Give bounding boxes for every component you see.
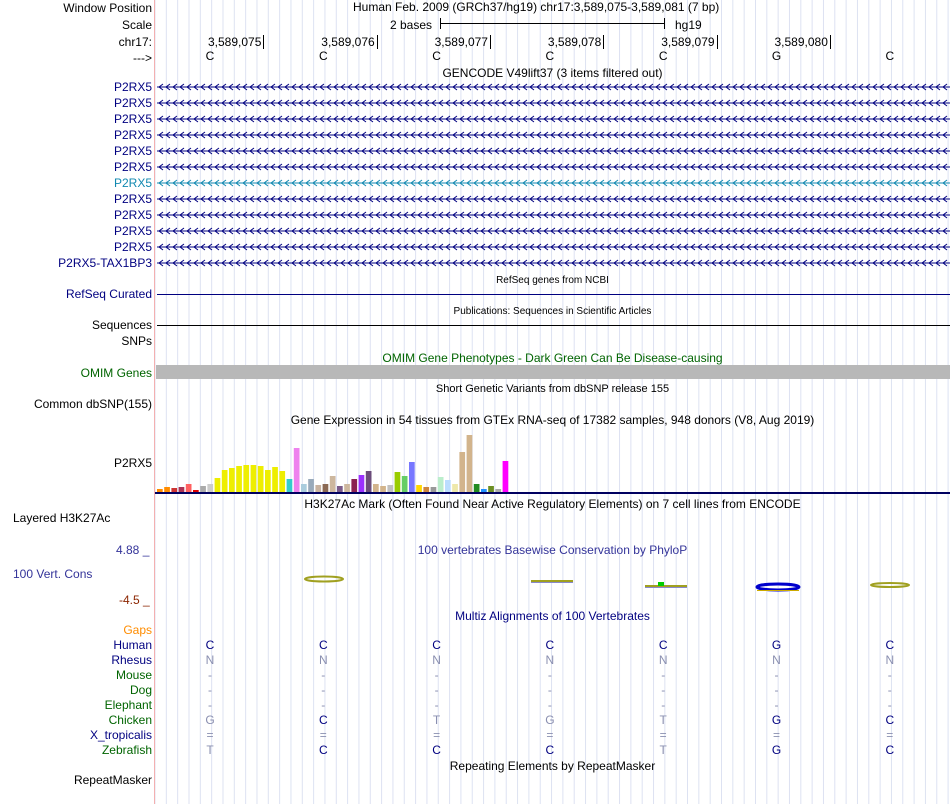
h3k27ac-label[interactable]: Layered H3K27Ac [13, 511, 111, 525]
gtex-tissue-bar [330, 476, 336, 492]
publications-line[interactable] [157, 325, 950, 326]
gtex-tissue-bar [344, 484, 350, 492]
aligned-base: N [205, 653, 215, 667]
omim-phenotype-bar[interactable] [156, 365, 950, 379]
gtex-tissue-bar [301, 484, 307, 492]
species-label[interactable]: Chicken [108, 713, 152, 727]
gtex-tissue-bar [179, 487, 185, 492]
gtex-tissue-bar [445, 480, 451, 492]
aligned-base: = [659, 728, 667, 742]
gene-model-line[interactable] [155, 241, 950, 253]
scale-bar-right-tick [664, 18, 665, 29]
gtex-tissue-bar [207, 484, 213, 492]
gtex-tissue-bar [200, 486, 206, 492]
aligned-base: - [208, 698, 212, 712]
gtex-tissue-bar [481, 489, 487, 492]
gaps-label[interactable]: Gaps [123, 623, 152, 637]
aligned-base: C [318, 638, 328, 652]
scale-label: Scale [121, 18, 152, 32]
aligned-base: T [659, 743, 667, 757]
reference-base: C [318, 49, 328, 63]
gtex-tissue-bar [387, 485, 393, 492]
aligned-base: - [547, 698, 552, 712]
gene-model-line[interactable] [155, 225, 950, 237]
species-label[interactable]: Human [113, 638, 152, 652]
gtex-tissue-bar [474, 484, 480, 492]
phylop-max-label: 4.88 _ [116, 543, 150, 557]
gtex-tissue-bar [193, 490, 199, 492]
aligned-base: - [547, 683, 552, 697]
aligned-base: = [319, 728, 327, 742]
reference-base: C [205, 49, 215, 63]
phylop-logo-glyphs [155, 570, 950, 596]
gene-label[interactable]: P2RX5 [113, 176, 152, 190]
aligned-base: - [321, 683, 326, 697]
h3k27ac-track-title[interactable]: H3K27Ac Mark (Often Found Near Active Regulatory Elements) on 7 cell lines from ENCODE [304, 497, 801, 511]
gtex-tissue-bar [279, 471, 285, 492]
gene-label[interactable]: P2RX5 [113, 192, 152, 206]
gtex-tissue-bar [308, 479, 314, 492]
aligned-base: N [772, 653, 781, 667]
dbsnp-label[interactable]: Common dbSNP(155) [33, 397, 152, 411]
gene-model-line[interactable] [155, 161, 950, 173]
gtex-tissue-bar [416, 485, 422, 492]
aligned-base: C [885, 743, 895, 757]
aligned-base: = [772, 728, 780, 742]
gene-model-line[interactable] [155, 145, 950, 157]
gtex-tissue-bar [294, 448, 300, 492]
aligned-base: - [321, 668, 326, 682]
aligned-base: - [661, 668, 666, 682]
aligned-base: T [206, 743, 214, 757]
aligned-base: C [432, 638, 441, 652]
reference-base: C [885, 49, 895, 63]
gtex-tissue-bar [337, 486, 343, 492]
aligned-base: - [208, 668, 212, 682]
aligned-base: C [885, 713, 895, 727]
species-label[interactable]: Elephant [104, 698, 152, 712]
gene-label[interactable]: P2RX5 [113, 240, 152, 254]
snps-label[interactable]: SNPs [121, 334, 152, 348]
refseq-gene-line[interactable] [157, 294, 950, 295]
aligned-base: C [545, 743, 555, 757]
coordinate-tick: 3,589,076 [321, 35, 377, 49]
gene-label[interactable]: P2RX5 [113, 96, 152, 110]
aligned-base: - [547, 668, 552, 682]
gtex-expression-chart[interactable] [155, 428, 950, 495]
gene-label[interactable]: P2RX5 [113, 112, 152, 126]
gene-model-line[interactable] [155, 97, 950, 109]
gtex-tissue-bar [243, 465, 249, 492]
coordinate-tick: 3,589,077 [435, 35, 491, 49]
gene-model-line[interactable] [155, 257, 950, 269]
gtex-baseline [155, 492, 950, 494]
gene-model-line[interactable] [155, 81, 950, 93]
aligned-base: - [434, 668, 439, 682]
aligned-base: = [433, 728, 441, 742]
publications-track-title[interactable]: Publications: Sequences in Scientific Articles [453, 306, 652, 317]
species-label[interactable]: Mouse [115, 668, 152, 682]
aligned-base: C [205, 638, 215, 652]
gtex-tissue-bar [351, 479, 357, 492]
sequences-label[interactable]: Sequences [91, 318, 152, 332]
aligned-base: N [658, 653, 668, 667]
gtex-tissue-bar [164, 487, 170, 492]
gtex-tissue-bar [215, 478, 221, 492]
strand-label: ---> [133, 51, 152, 65]
gtex-tissue-bar [366, 471, 372, 492]
aligned-base: - [887, 698, 892, 712]
aligned-base: - [434, 698, 439, 712]
aligned-base: N [318, 653, 328, 667]
gtex-tissue-bar [488, 486, 494, 492]
window-position-label: Window Position [63, 1, 152, 15]
gtex-tissue-bar [315, 485, 321, 492]
gene-label[interactable]: P2RX5 [113, 160, 152, 174]
gtex-tissue-bar [265, 470, 271, 492]
gtex-tissue-bar [186, 484, 192, 492]
gene-label[interactable]: P2RX5 [113, 224, 152, 238]
aligned-base: = [206, 728, 214, 742]
aligned-base: C [432, 743, 441, 757]
aligned-base: C [318, 713, 328, 727]
gtex-tissue-bar [171, 488, 177, 492]
gtex-tissue-bar [359, 475, 365, 492]
aligned-base: - [661, 683, 666, 697]
gtex-tissue-bar [467, 435, 473, 492]
aligned-base: G [771, 713, 782, 727]
gtex-tissue-bar [409, 462, 415, 492]
omim-label[interactable]: OMIM Genes [80, 366, 152, 380]
aligned-base: N [885, 653, 895, 667]
scale-bar [440, 23, 665, 24]
repeatmasker-label[interactable]: RepeatMasker [73, 773, 152, 787]
aligned-base: N [545, 653, 555, 667]
coordinate-tick: 3,589,075 [208, 35, 264, 49]
gene-model-line[interactable] [155, 209, 950, 221]
aligned-base: G [771, 638, 782, 652]
gtex-tissue-bar [258, 466, 264, 492]
gtex-tissue-bar [438, 477, 444, 492]
aligned-base: - [774, 668, 779, 682]
repeatmasker-track-title[interactable]: Repeating Elements by RepeatMasker [449, 759, 656, 773]
gene-label[interactable]: P2RX5 [113, 80, 152, 94]
reference-base: G [771, 49, 782, 63]
aligned-base: T [659, 713, 667, 727]
species-label[interactable]: Zebrafish [101, 743, 152, 757]
aligned-base: - [887, 683, 892, 697]
aligned-base: - [208, 683, 212, 697]
gene-label[interactable]: P2RX5-TAX1BP3 [58, 256, 152, 270]
aligned-base: T [432, 713, 441, 727]
multiz-track-title[interactable]: Multiz Alignments of 100 Vertebrates [455, 609, 650, 623]
dbsnp-track-title[interactable]: Short Genetic Variants from dbSNP release 155 [435, 383, 670, 395]
aligned-base: C [885, 638, 895, 652]
coordinate-tick: 3,589,078 [548, 35, 604, 49]
phylop-label[interactable]: 100 Vert. Cons [13, 567, 93, 581]
aligned-base: - [661, 698, 666, 712]
gtex-tissue-bar [452, 484, 458, 492]
aligned-base: - [774, 683, 779, 697]
aligned-base: C [658, 638, 668, 652]
aligned-base: = [886, 728, 894, 742]
aligned-base: - [774, 698, 779, 712]
aligned-base: - [434, 683, 439, 697]
gtex-tissue-bar [495, 489, 501, 492]
refseq-track-title[interactable]: RefSeq genes from NCBI [496, 275, 609, 286]
position-title[interactable]: Human Feb. 2009 (GRCh37/hg19) chr17:3,589,075-3,589,081 (7 bp) [353, 0, 720, 14]
reference-base: C [545, 49, 555, 63]
gtex-tissue-bar [459, 452, 465, 492]
aligned-base: C [318, 743, 328, 757]
gene-model-line[interactable] [155, 129, 950, 141]
gtex-tissue-bar [251, 465, 257, 492]
gtex-tissue-bar [431, 487, 437, 492]
aligned-base: = [546, 728, 554, 742]
reference-base: C [658, 49, 668, 63]
gencode-track-title[interactable]: GENCODE V49lift37 (3 items filtered out) [442, 66, 663, 80]
scale-text: 2 bases [390, 18, 433, 32]
refseq-label[interactable]: RefSeq Curated [65, 287, 152, 301]
assembly-label: hg19 [675, 18, 702, 32]
gene-model-line[interactable] [155, 193, 950, 205]
species-label[interactable]: Dog [129, 683, 152, 697]
scale-bar-left-tick [440, 18, 441, 29]
aligned-base: N [432, 653, 441, 667]
gtex-tissue-bar [395, 472, 401, 492]
gtex-tissue-bar [323, 484, 329, 492]
aligned-base: C [545, 638, 555, 652]
phylop-track-title[interactable]: 100 vertebrates Basewise Conservation by PhyloP [417, 543, 688, 557]
omim-track-title[interactable]: OMIM Gene Phenotypes - Dark Green Can Be Disease-causing [382, 351, 723, 365]
gtex-tissue-bar [287, 479, 293, 492]
gene-label[interactable]: P2RX5 [113, 208, 152, 222]
aligned-base: G [545, 713, 555, 727]
gtex-tissue-bar [423, 487, 429, 492]
aligned-base: - [321, 698, 326, 712]
species-label[interactable]: Rhesus [111, 653, 152, 667]
aligned-base: G [205, 713, 215, 727]
gtex-tissue-bar [272, 467, 278, 492]
species-label[interactable]: X_tropicalis [89, 728, 152, 742]
gene-label[interactable]: P2RX5 [113, 128, 152, 142]
chrom-label: chr17: [118, 35, 152, 49]
gtex-tissue-bar [503, 461, 509, 492]
gtex-tissue-bar [222, 470, 228, 492]
gtex-tissue-bar [229, 468, 235, 492]
gtex-tissue-bar [157, 489, 163, 492]
gtex-tissue-bar [373, 484, 379, 492]
phylop-min-label: -4.5 _ [119, 593, 150, 607]
coordinate-tick: 3,589,080 [775, 35, 831, 49]
aligned-base: G [771, 743, 782, 757]
gtex-tissue-bar [236, 466, 242, 492]
gene-model-line[interactable] [155, 177, 950, 189]
gtex-track-title[interactable]: Gene Expression in 54 tissues from GTEx RNA-seq of 17382 samples, 948 donors (V8, Aug 2019) [290, 413, 815, 427]
reference-base: C [432, 49, 441, 63]
gtex-label[interactable]: P2RX5 [113, 456, 152, 470]
gtex-tissue-bar [402, 476, 408, 492]
aligned-base: - [887, 668, 892, 682]
coordinate-tick: 3,589,079 [661, 35, 717, 49]
gene-model-line[interactable] [155, 113, 950, 125]
gtex-tissue-bar [380, 486, 386, 492]
gene-label[interactable]: P2RX5 [113, 144, 152, 158]
